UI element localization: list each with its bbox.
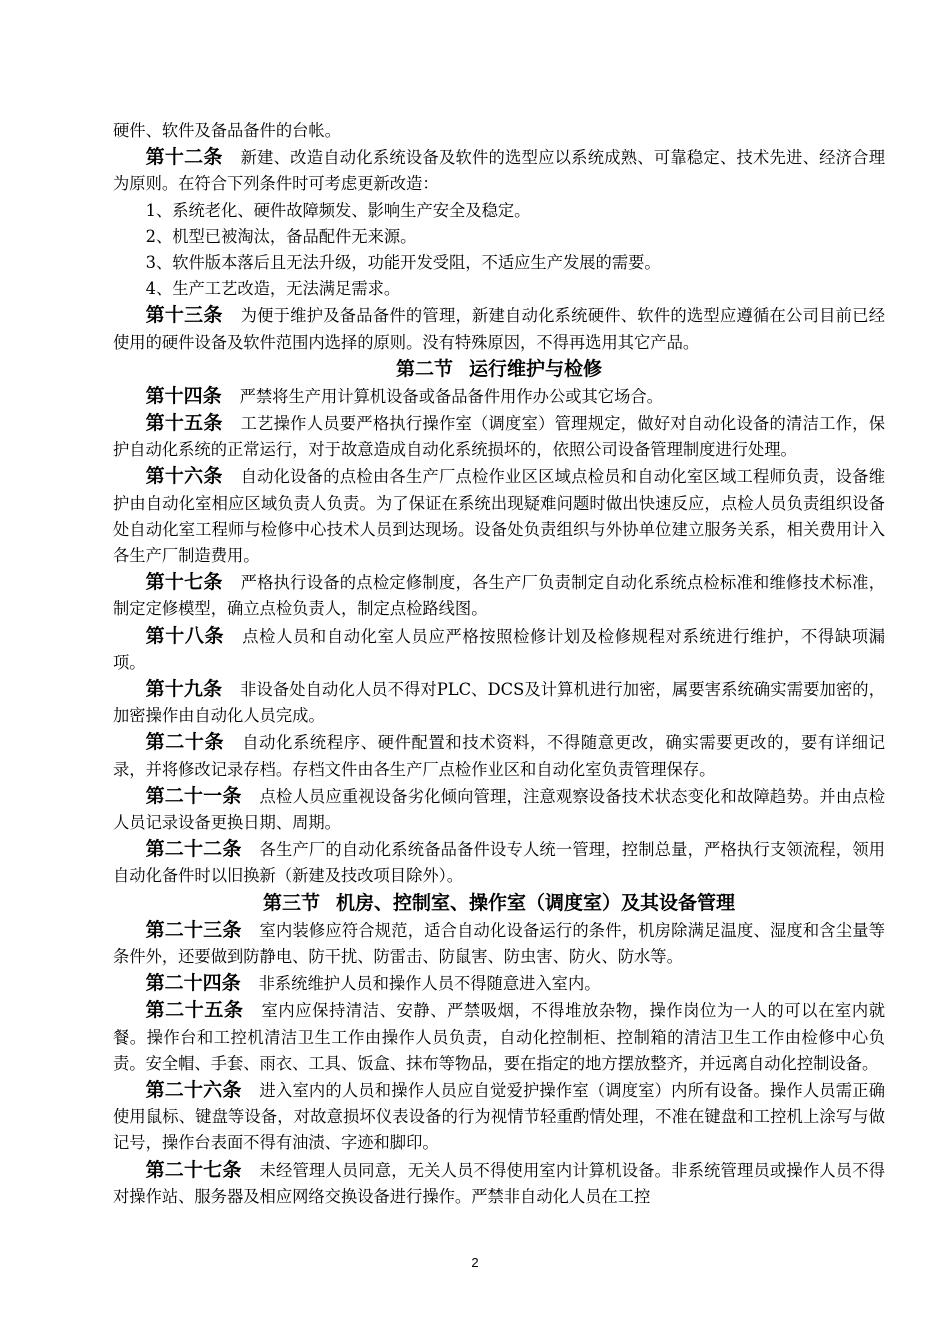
article-23 bbox=[113, 917, 885, 970]
section-heading-3 bbox=[113, 890, 885, 917]
article-14 bbox=[113, 383, 885, 410]
article-text: 工艺操作人员要严格执行操作室（调度室）管理规定，做好对自动化设备的清洁工作，保护自动化系统的正常运行，对于故意造成自动化系统损坏的，依照公司设备管理制度进行处理。 bbox=[113, 414, 885, 460]
article-label: 第二十六条 bbox=[145, 1078, 242, 1101]
article-26 bbox=[113, 1077, 885, 1157]
article-label: 第二十四条 bbox=[145, 972, 241, 995]
article-label: 第十二条 bbox=[145, 146, 223, 169]
list-item: 2、机型已被淘汰，备品配件无来源。 bbox=[145, 226, 417, 246]
list-item: 4、生产工艺改造，无法满足需求。 bbox=[145, 279, 401, 299]
article-25 bbox=[113, 997, 885, 1077]
article-16 bbox=[113, 463, 885, 569]
article-text: 进入室内的人员和操作人员应自觉爱护操作室（调度室）内所有设备。操作人员需正确使用鼠标、键盘等设备，对故意损坏仪表设备的行为视情节轻重酌情处理，不准在键盘和工控机上涂写与做记号，操作台表面不得有油渍、字迹和脚印。 bbox=[113, 1080, 885, 1153]
list-item: 1、系统老化、硬件故障频发、影响生产安全及稳定。 bbox=[145, 200, 531, 220]
article-text: 未经管理人员同意，无关人员不得使用室内计算机设备。非系统管理员或操作人员不得对操作站、服务器及相应网络交换设备进行操作。严禁非自动化人员在工控 bbox=[113, 1160, 885, 1206]
article-18 bbox=[113, 623, 885, 676]
article-24 bbox=[113, 970, 885, 997]
page-number: 2 bbox=[471, 1255, 479, 1270]
page-body bbox=[113, 118, 885, 1210]
article-label: 第十四条 bbox=[145, 384, 222, 407]
article-12 bbox=[113, 144, 885, 197]
list-item: 3、软件版本落后且无法升级，功能开发受阻，不适应生产发展的需要。 bbox=[145, 253, 661, 273]
article-text: 严禁将生产用计算机设备或备品备件用作办公或其它场合。 bbox=[239, 386, 663, 406]
section-label: 第二节 bbox=[395, 357, 453, 380]
article-21 bbox=[113, 783, 885, 836]
article-text: 室内装修应符合规范，适合自动化设备运行的条件，机房除满足温度、湿度和含尘量等条件外，还要做到防静电、防干扰、防雷击、防鼠害、防虫害、防火、防水等。 bbox=[113, 920, 885, 966]
article-text: 严格执行设备的点检定修制度，各生产厂负责制定自动化系统点检标准和维修技术标准，制定定修模型，确立点检负责人，制定点检路线图。 bbox=[113, 573, 885, 619]
article-text: 非设备处自动化人员不得对PLC、DCS及计算机进行加密，属要害系统确实需要加密的，加密操作由自动化人员完成。 bbox=[113, 680, 885, 726]
article-text: 室内应保持清洁、安静、严禁吸烟，不得堆放杂物，操作岗位为一人的可以在室内就餐。操作台和工控机清洁卫生工作由操作人员负责，自动化控制柜、控制箱的清洁卫生工作由检修中心负责。安全帽、手套、雨衣、工具、饭盒、抹布等物品，要在指定的地方摆放整齐，并远离自动化控制设备。 bbox=[113, 1001, 885, 1073]
section-title: 机房、控制室、操作室（调度室）及其设备管理 bbox=[336, 891, 736, 914]
article-label: 第二十二条 bbox=[145, 838, 242, 861]
article-label: 第二十条 bbox=[145, 731, 225, 754]
article-27 bbox=[113, 1157, 885, 1210]
article-label: 第二十七条 bbox=[145, 1158, 242, 1181]
article-text: 为便于维护及备品备件的管理，新建自动化系统硬件、软件的选型应遵循在公司目前已经使用的硬件设备及软件范围内选择的原则。没有特殊原因，不得再选用其它产品。 bbox=[113, 306, 885, 352]
article-text: 新建、改造自动化系统设备及软件的选型应以系统成熟、可靠稳定、技术先进、经济合理为原则。在符合下列条件时可考虑更新改造： bbox=[113, 148, 885, 194]
section-label: 第三节 bbox=[262, 891, 320, 914]
article-15 bbox=[113, 410, 885, 463]
article-label: 第二十三条 bbox=[145, 918, 242, 941]
article-text: 各生产厂的自动化系统备品备件设专人统一管理，控制总量，严格执行支领流程，领用自动化备件时以旧换新（新建及技改项目除外）。 bbox=[113, 840, 885, 886]
article-label: 第十五条 bbox=[145, 412, 223, 435]
article-13 bbox=[113, 302, 885, 355]
article-text: 点检人员应重视设备劣化倾向管理，注意观察设备技术状态变化和故障趋势。并由点检人员记录设备更换日期、周期。 bbox=[113, 786, 885, 833]
article-text: 自动化设备的点检由各生产厂点检作业区区域点检员和自动化室区域工程师负责，设备维护由自动化室相应区域负责人负责。为了保证在系统出现疑难问题时做出快速反应，点检人员负责组织设备处自动化室工程师与检修中心技术人员到达现场。设备处负责组织与外协单位建立服务关系，相关费用计入各生产厂制造费用。 bbox=[113, 467, 885, 566]
article-label: 第二十一条 bbox=[145, 784, 242, 807]
article-20 bbox=[113, 729, 885, 782]
article-label: 第十八条 bbox=[145, 624, 225, 647]
article-22 bbox=[113, 836, 885, 889]
article-label: 第十六条 bbox=[145, 465, 223, 488]
section-title: 运行维护与检修 bbox=[469, 357, 603, 380]
section-heading-2 bbox=[113, 356, 885, 383]
article-text: 自动化系统程序、硬件配置和技术资料，不得随意更改，确实需要更改的，要有详细记录，并将修改记录存档。存档文件由各生产厂点检作业区和自动化室负责管理保存。 bbox=[113, 733, 885, 779]
article-label: 第十三条 bbox=[145, 304, 223, 327]
article-label: 第十九条 bbox=[145, 678, 223, 701]
article-17 bbox=[113, 569, 885, 622]
article-text: 非系统维护人员和操作人员不得随意进入室内。 bbox=[258, 974, 601, 994]
article-label: 第二十五条 bbox=[145, 999, 244, 1022]
article-text: 点检人员和自动化室人员应严格按照检修计划及检修规程对系统进行维护，不得缺项漏项。 bbox=[113, 626, 885, 672]
article-label: 第十七条 bbox=[145, 571, 223, 594]
article-19 bbox=[113, 676, 885, 729]
continued-paragraph: 硬件、软件及备品备件的台帐。 bbox=[113, 121, 341, 140]
